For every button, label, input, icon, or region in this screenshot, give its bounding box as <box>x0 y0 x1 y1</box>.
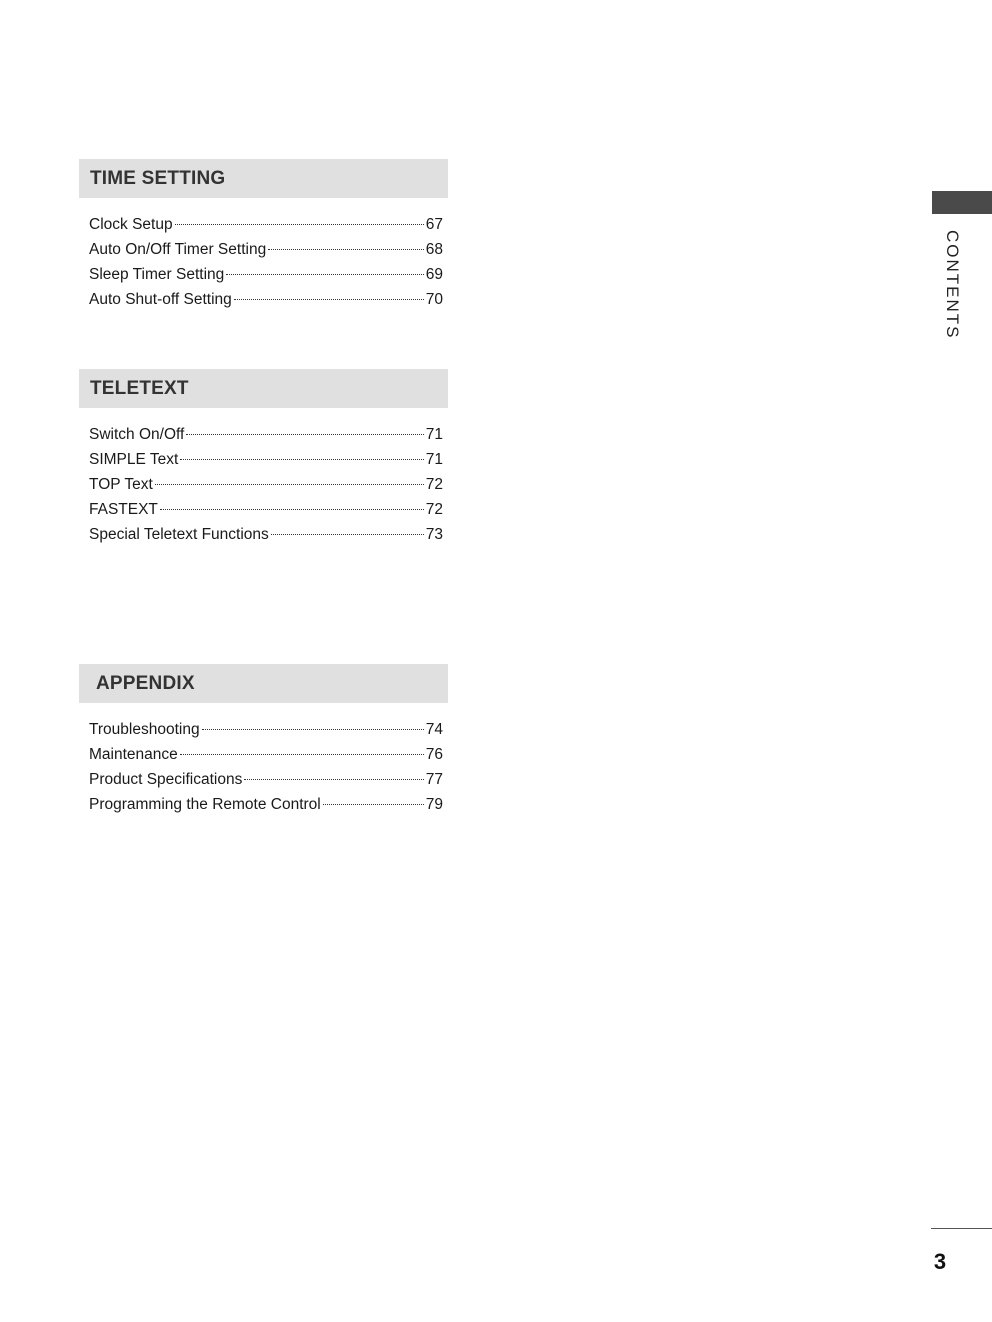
toc-entry-page: 79 <box>425 796 443 813</box>
toc-entry-label: Switch On/Off <box>89 426 185 443</box>
section-title: APPENDIX <box>96 672 195 694</box>
toc-entry[interactable] <box>89 476 443 501</box>
toc-entry-label: Product Specifications <box>89 771 243 788</box>
dot-leader <box>323 804 424 805</box>
dot-leader <box>268 249 424 250</box>
toc-entry[interactable] <box>89 721 443 746</box>
toc-entry[interactable] <box>89 266 443 291</box>
toc-entry-page: 72 <box>425 476 443 493</box>
toc-entry-label: Maintenance <box>89 746 178 763</box>
section-header <box>79 369 448 408</box>
toc-entry-page: 76 <box>425 746 443 763</box>
toc-entry[interactable] <box>89 501 443 526</box>
dot-leader <box>202 729 424 730</box>
section-header <box>79 159 448 198</box>
toc-entry-label: Special Teletext Functions <box>89 526 269 543</box>
dot-leader <box>244 779 423 780</box>
dot-leader <box>180 754 424 755</box>
toc-entry-label: SIMPLE Text <box>89 451 179 468</box>
toc-entry-label: TOP Text <box>89 476 153 493</box>
dot-leader <box>234 299 424 300</box>
toc-entry-label: Sleep Timer Setting <box>89 266 225 283</box>
page-number: 3 <box>933 1249 947 1274</box>
toc-entry-label: Auto On/Off Timer Setting <box>89 241 267 258</box>
dot-leader <box>180 459 423 460</box>
toc-entry-page: 72 <box>425 501 443 518</box>
section-title: TIME SETTING <box>90 167 226 189</box>
toc-entry-label: Auto Shut-off Setting <box>89 291 232 308</box>
toc-entry[interactable] <box>89 771 443 796</box>
toc-entry[interactable] <box>89 796 443 821</box>
toc-entry-page: 77 <box>425 771 443 788</box>
toc-list <box>79 426 448 551</box>
toc-list <box>79 721 448 821</box>
toc-entry-page: 67 <box>425 216 443 233</box>
toc-entry[interactable] <box>89 291 443 316</box>
toc-entry-page: 70 <box>425 291 443 308</box>
toc-entry[interactable] <box>89 241 443 266</box>
section-time-setting <box>79 159 448 316</box>
toc-entry[interactable] <box>89 426 443 451</box>
toc-entry-page: 71 <box>425 426 443 443</box>
toc-entry-page: 74 <box>425 721 443 738</box>
toc-entry[interactable] <box>89 746 443 771</box>
dot-leader <box>186 434 423 435</box>
dot-leader <box>155 484 424 485</box>
section-header <box>79 664 448 703</box>
dot-leader <box>226 274 423 275</box>
toc-entry-page: 73 <box>425 526 443 543</box>
dot-leader <box>175 224 424 225</box>
toc-entry[interactable] <box>89 526 443 551</box>
toc-entry-label: Troubleshooting <box>89 721 200 738</box>
toc-entry-label: FASTEXT <box>89 501 158 518</box>
toc-entry-page: 69 <box>425 266 443 283</box>
toc-entry[interactable] <box>89 216 443 241</box>
toc-list <box>79 216 448 316</box>
side-tab-marker <box>932 191 992 214</box>
page-number-rule <box>931 1228 992 1229</box>
toc-entry[interactable] <box>89 451 443 476</box>
side-label-contents: CONTENTS <box>943 230 962 340</box>
toc-entry-page: 68 <box>425 241 443 258</box>
section-title: TELETEXT <box>90 377 189 399</box>
section-appendix <box>79 664 448 821</box>
dot-leader <box>160 509 424 510</box>
toc-entry-label: Clock Setup <box>89 216 173 233</box>
dot-leader <box>271 534 424 535</box>
toc-entry-page: 71 <box>425 451 443 468</box>
section-teletext <box>79 369 448 551</box>
toc-entry-label: Programming the Remote Control <box>89 796 321 813</box>
